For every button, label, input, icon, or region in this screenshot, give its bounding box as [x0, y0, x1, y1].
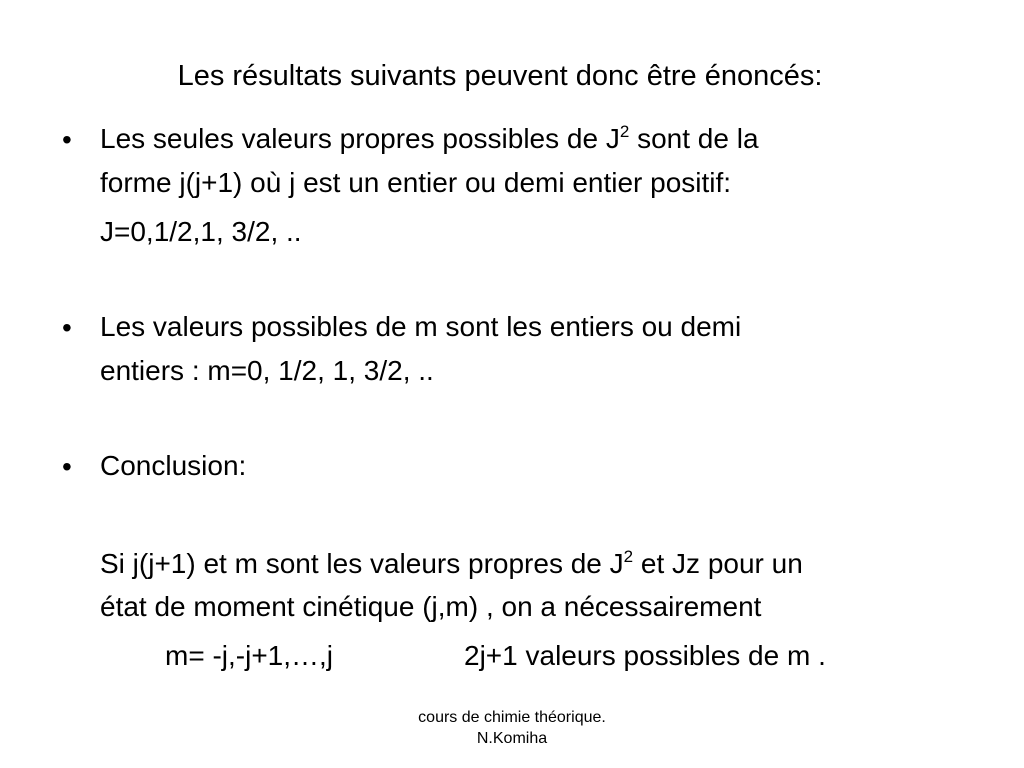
bullet-1-line-1-pre: Les seules valeurs propres possibles de J [100, 123, 620, 154]
conclusion-line-2: état de moment cinétique (j,m) , on a nécessairement [100, 591, 762, 622]
bullet-3-line-1: Conclusion: [100, 450, 247, 481]
conclusion-m-range: m= -j,-j+1,…,j [165, 640, 334, 671]
bullet-1-line-1 [100, 118, 759, 160]
bullet-marker-2: • [62, 312, 72, 343]
bullet-marker-1: • [62, 124, 72, 155]
bullet-2-line-1: Les valeurs possibles de m sont les entiers ou demi [100, 311, 742, 342]
footer [380, 707, 644, 749]
bullet-2-line-2: entiers : m=0, 1/2, 1, 3/2, .. [100, 355, 434, 386]
conclusion-line-1-pre: Si j(j+1) et m sont les valeurs propres de J [100, 548, 624, 579]
slide-title: Les résultats suivants peuvent donc être énoncés: [177, 60, 823, 92]
bullet-1-superscript: 2 [619, 122, 630, 141]
bullet-1-values: J=0,1/2,1, 3/2, .. [100, 216, 302, 247]
conclusion-superscript: 2 [623, 547, 634, 566]
conclusion-line-1 [100, 543, 803, 585]
bullet-1-line-2: forme j(j+1) où j est un entier ou demi entier positif: [100, 167, 732, 198]
footer-author: N.Komiha [476, 730, 548, 747]
conclusion-count: 2j+1 valeurs possibles de m . [464, 640, 826, 671]
footer-course: cours de chimie théorique. [418, 709, 606, 726]
conclusion-line-1-post: et Jz pour un [633, 548, 803, 579]
bullet-marker-3: • [62, 451, 72, 482]
bullet-1-line-1-post: sont de la [629, 123, 759, 154]
